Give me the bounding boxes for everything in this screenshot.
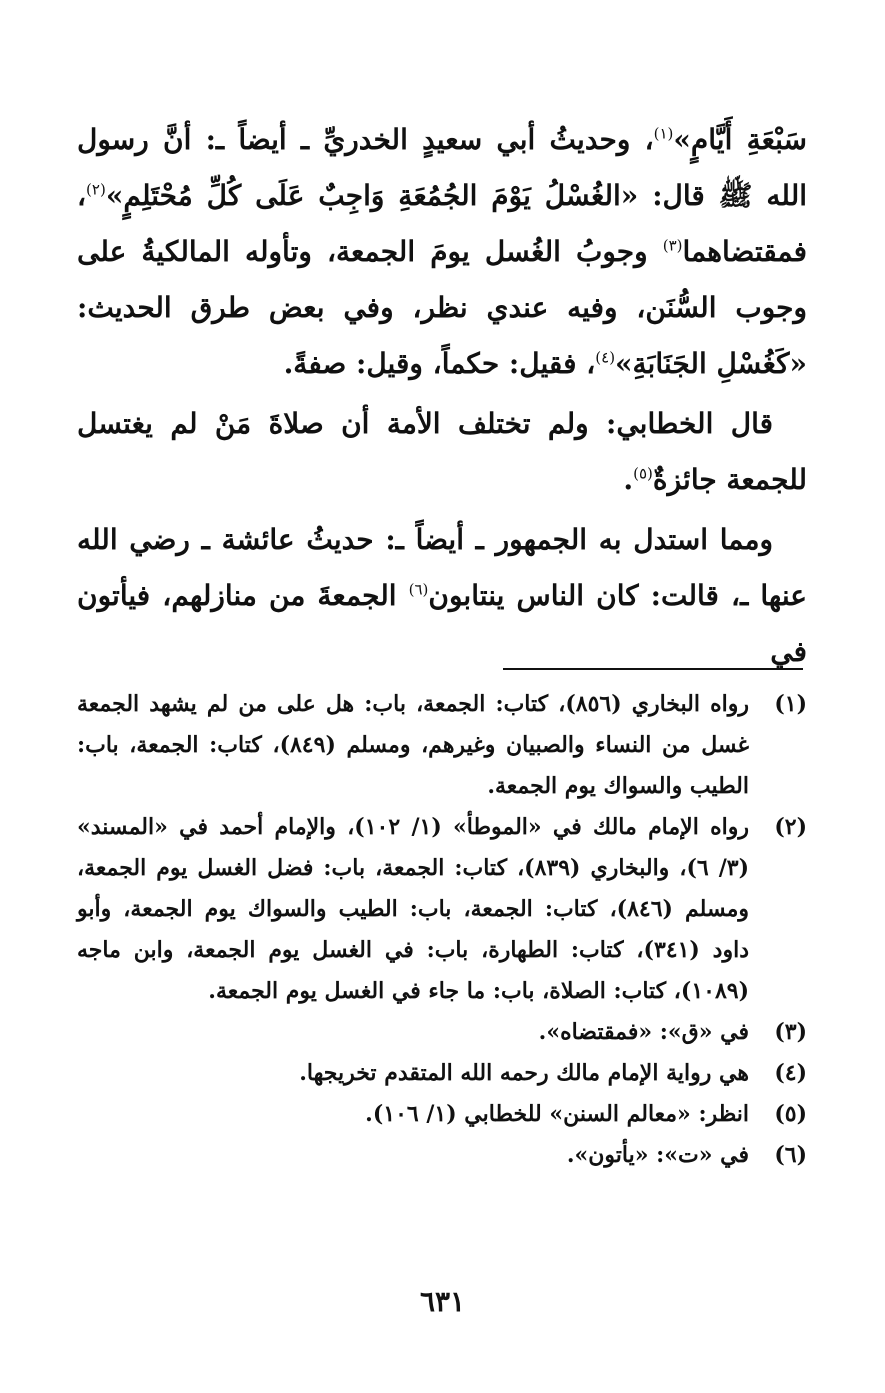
footnote-item: [77, 1135, 807, 1176]
footnote-item: [77, 684, 807, 807]
text-segment: سَبْعَةِ أَيَّامٍ»: [673, 123, 807, 156]
footnote-text: انظر: «معالم السنن» للخطابي (١/ ١٠٦).: [365, 1101, 749, 1127]
footnote-reference: (٥): [633, 464, 653, 483]
footnote-text: هي رواية الإمام مالك رحمه الله المتقدم تخريجها.: [299, 1060, 749, 1086]
footnote-reference: (٢): [86, 180, 106, 199]
footnote-number: (٤): [774, 1060, 807, 1086]
text-segment: ومما استدل به الجمهور ـ أيضاً ـ: حديثُ عائشة ـ رضي الله عنها ـ، قالت: كان الناس ينتابون: [77, 523, 807, 612]
text-segment: ، فمقتضاهما: [77, 179, 807, 268]
footnote-number: (٦): [774, 1142, 807, 1168]
paragraph-1: [77, 112, 807, 392]
text-segment: ، فقيل: حكماً، وقيل: صفةً.: [283, 347, 596, 380]
footnote-text: في «ت»: «يأتون».: [566, 1142, 749, 1168]
footnote-item: [77, 1094, 807, 1135]
page-number: ٦٣١: [419, 1285, 466, 1318]
text-segment: قال الخطابي: ولم تختلف الأمة أن صلاةَ مَنْ لم يغتسل للجمعة جائزةٌ: [77, 407, 807, 496]
footnotes: [77, 684, 807, 1176]
text-segment: الجمعةَ من منازلهم، فيأتون في: [77, 579, 807, 668]
footnote-text: رواه البخاري (٨٥٦)، كتاب: الجمعة، باب: هل على من لم يشهد الجمعة غسل من النساء والصبيان وغيرهم، ومسلم (٨٤٩)، كتاب: الجمعة، باب: الطيب والسواك يوم الجمعة.: [77, 691, 749, 799]
footnote-item: [77, 807, 807, 1012]
text-segment: ، وحديثُ أبي سعيدٍ الخدريِّ ـ أيضاً ـ: أنَّ رسول الله ﷺ قال: «الغُسْلُ يَوْمَ الجُمُعَةِ وَاجِبٌ عَلَى كُلِّ مُحْتَلِمٍ»: [77, 123, 807, 212]
footnote-number: (٥): [774, 1101, 807, 1127]
paragraph-2: [77, 396, 807, 508]
text-segment: وجوبُ الغُسل يومَ الجمعة، وتأوله المالكيةُ على وجوب السُّنَن، وفيه عندي نظر، وفي بعض طرق الحديث: «كَغُسْلِ الجَنَابَةِ»: [77, 235, 807, 380]
paragraph-3: [77, 512, 807, 680]
footnote-divider: [503, 668, 803, 670]
footnote-reference: (١): [653, 124, 674, 143]
footnote-text: في «ق»: «فمقتضاه».: [538, 1019, 749, 1045]
footnote-number: (١): [774, 691, 807, 717]
footnote-number: (٢): [774, 814, 807, 840]
footnote-item: [77, 1053, 807, 1094]
footnote-item: [77, 1012, 807, 1053]
footnote-number: (٣): [774, 1019, 807, 1045]
main-text: [77, 112, 807, 684]
text-segment: .: [623, 463, 634, 496]
footnote-reference: (٦): [408, 580, 429, 599]
footnote-reference: (٤): [595, 348, 616, 367]
footnote-text: رواه الإمام مالك في «الموطأ» (١/ ١٠٢)، والإمام أحمد في «المسند» (٣/ ٦)، والبخاري (٨٣٩)، كتاب: الجمعة، باب: فضل الغسل يوم الجمعة، ومسلم (٨٤٦)، كتاب: الجمعة، باب: الطيب والسواك يوم الجمعة، وأبو داود (٣٤١)، كتاب: الطهارة، باب: في الغسل يوم الجمعة، وابن ماجه (١٠٨٩)، كتاب: الصلاة، باب: ما جاء في الغسل يوم الجمعة.: [77, 814, 750, 1004]
footnote-reference: (٣): [662, 236, 683, 255]
